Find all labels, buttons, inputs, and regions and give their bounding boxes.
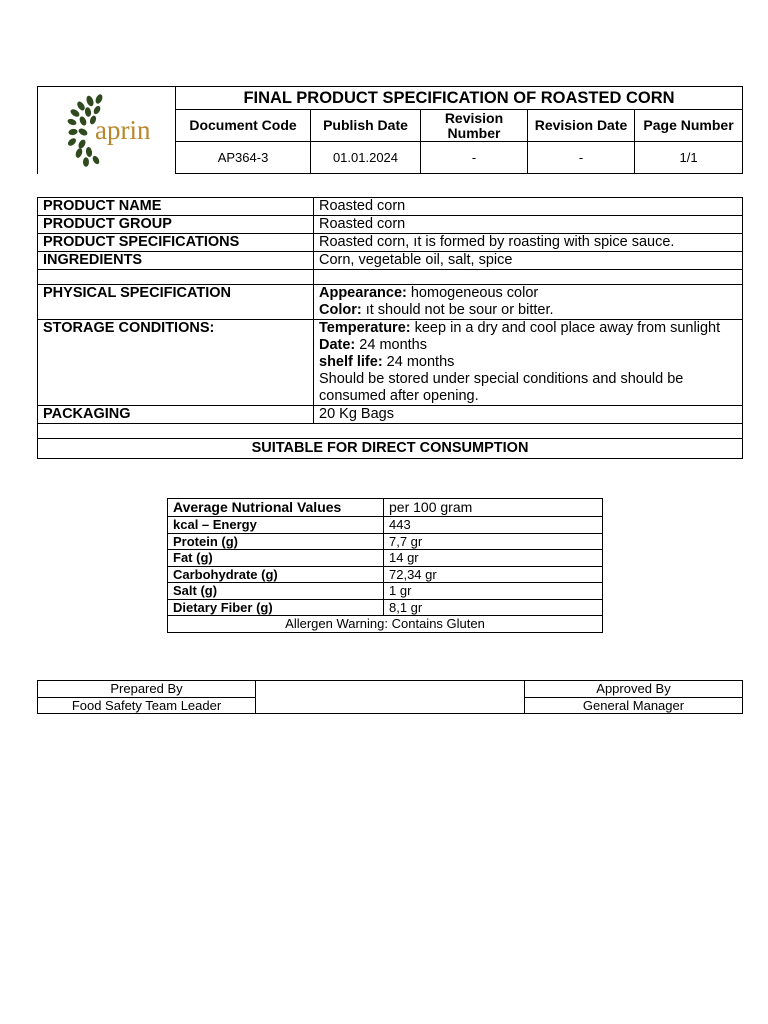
storage-conditions-label: STORAGE CONDITIONS:: [38, 320, 314, 406]
shelf-life-label: shelf life:: [319, 354, 383, 370]
color-value: ıt should not be sour or bitter.: [361, 302, 554, 318]
product-spec-table: [37, 197, 743, 459]
table-row: [38, 198, 743, 216]
blank-row: [38, 424, 743, 439]
approved-role: General Manager: [525, 697, 743, 714]
appearance-label: Appearance:: [319, 285, 407, 301]
physical-spec-value: [314, 285, 743, 320]
storage-conditions-value: [314, 320, 743, 406]
table-row: [38, 320, 743, 406]
page-number-label: Page Number: [635, 110, 743, 142]
nutrient-value: 7,7 gr: [384, 533, 603, 550]
document-title: FINAL PRODUCT SPECIFICATION OF ROASTED CORN: [176, 87, 743, 110]
nutrient-label: Carbohydrate (g): [168, 566, 384, 583]
svg-text:aprin: aprin: [94, 114, 150, 145]
nutrition-table: [167, 498, 603, 633]
product-specifications-label: PRODUCT SPECIFICATIONS: [38, 234, 314, 252]
nutrient-label: kcal – Energy: [168, 517, 384, 534]
company-logo: [38, 87, 176, 174]
product-group-label: PRODUCT GROUP: [38, 216, 314, 234]
ingredients-value: Corn, vegetable oil, salt, spice: [314, 252, 743, 270]
document-header: [37, 86, 743, 174]
nutrient-value: 14 gr: [384, 550, 603, 567]
nutrient-label: Dietary Fiber (g): [168, 599, 384, 616]
table-row: [38, 439, 743, 459]
appearance-value: homogeneous color: [406, 285, 539, 301]
table-row: [168, 583, 603, 600]
publish-date-label: Publish Date: [311, 110, 421, 142]
prepared-role: Food Safety Team Leader: [38, 697, 256, 714]
nutrition-header-value: per 100 gram: [384, 499, 603, 517]
shelf-life-value: 24 months: [382, 354, 455, 370]
leaf-logo-icon: [48, 89, 166, 169]
color-label: Color:: [319, 302, 362, 318]
suitability-note: SUITABLE FOR DIRECT CONSUMPTION: [38, 439, 743, 459]
date-value: 24 months: [355, 337, 428, 353]
table-row: [168, 499, 603, 517]
revision-date-label: Revision Date: [528, 110, 635, 142]
approved-by-label: Approved By: [525, 681, 743, 698]
signature-space: [256, 681, 525, 714]
nutrient-label: Fat (g): [168, 550, 384, 567]
nutrient-label: Salt (g): [168, 583, 384, 600]
product-specifications-value: Roasted corn, ıt is formed by roasting with spice sauce.: [314, 234, 743, 252]
product-name-value: Roasted corn: [314, 198, 743, 216]
product-group-value: Roasted corn: [314, 216, 743, 234]
date-label: Date:: [319, 337, 356, 353]
table-row: [168, 566, 603, 583]
table-row: [38, 252, 743, 270]
revision-number-label: Revision Number: [421, 110, 528, 142]
table-row: [168, 616, 603, 633]
nutrient-value: 8,1 gr: [384, 599, 603, 616]
allergen-warning: Allergen Warning: Contains Gluten: [168, 616, 603, 633]
signature-table: [37, 680, 743, 714]
physical-spec-label: PHYSICAL SPECIFICATION: [38, 285, 314, 320]
prepared-by-label: Prepared By: [38, 681, 256, 698]
table-row: [38, 234, 743, 252]
revision-number-value: -: [421, 142, 528, 174]
table-row: [38, 216, 743, 234]
product-name-label: PRODUCT NAME: [38, 198, 314, 216]
nutrient-value: 443: [384, 517, 603, 534]
nutrition-header-label: Average Nutrional Values: [168, 499, 384, 517]
table-row: [38, 406, 743, 424]
temperature-label: Temperature:: [319, 320, 411, 336]
blank-row: [38, 270, 743, 285]
publish-date-value: 01.01.2024: [311, 142, 421, 174]
table-row: [168, 550, 603, 567]
page-number-value: 1/1: [635, 142, 743, 174]
nutrient-value: 1 gr: [384, 583, 603, 600]
packaging-label: PACKAGING: [38, 406, 314, 424]
nutrient-value: 72,34 gr: [384, 566, 603, 583]
ingredients-label: INGREDIENTS: [38, 252, 314, 270]
table-row: [168, 533, 603, 550]
revision-date-value: -: [528, 142, 635, 174]
table-row: [168, 599, 603, 616]
storage-note: Should be stored under special conditions and should be consumed after opening.: [319, 371, 684, 404]
nutrient-label: Protein (g): [168, 533, 384, 550]
table-row: [168, 517, 603, 534]
document-code-value: AP364-3: [176, 142, 311, 174]
document-code-label: Document Code: [176, 110, 311, 142]
packaging-value: 20 Kg Bags: [314, 406, 743, 424]
table-row: [38, 681, 743, 698]
table-row: [38, 285, 743, 320]
temperature-value: keep in a dry and cool place away from sunlight: [410, 320, 721, 336]
